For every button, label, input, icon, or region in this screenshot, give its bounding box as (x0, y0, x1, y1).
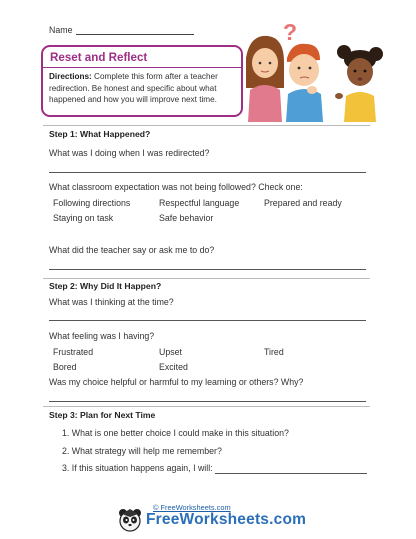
footer-brand-free: Free (146, 511, 180, 528)
answer-line-thinking[interactable] (49, 320, 366, 321)
feeling-upset[interactable]: Upset (159, 347, 182, 357)
feeling-frustrated[interactable]: Frustrated (53, 347, 94, 357)
name-field[interactable] (76, 34, 194, 35)
step2-question-thinking: What was I thinking at the time? (49, 297, 174, 307)
option-prepared-and-ready[interactable]: Prepared and ready (264, 198, 342, 208)
step2-question-feeling: What feeling was I having? (49, 331, 155, 341)
step1-heading: Step 1: What Happened? (49, 129, 151, 139)
footer-url[interactable]: © FreeWorksheets.com (153, 503, 231, 512)
answer-line-will[interactable] (215, 473, 367, 474)
step2-heading: Step 2: Why Did It Happen? (49, 281, 162, 291)
feeling-bored[interactable]: Bored (53, 362, 77, 372)
feeling-tired[interactable]: Tired (264, 347, 284, 357)
feeling-excited[interactable]: Excited (159, 362, 188, 372)
directions-label: Directions: (49, 72, 92, 81)
svg-text:?: ? (283, 19, 298, 45)
section-divider (43, 406, 370, 407)
step1-question-doing: What was I doing when I was redirected? (49, 148, 210, 158)
plan-item-strategy: 2. What strategy will help me remember? (62, 446, 222, 456)
title-divider (43, 67, 241, 68)
answer-line-teacher[interactable] (49, 269, 366, 270)
footer-brand (146, 511, 306, 529)
step1-question-expectation: What classroom expectation was not being followed? Check one: (49, 182, 303, 192)
footer-brand-rest: Worksheets.com (179, 511, 307, 528)
answer-line-choice[interactable] (49, 401, 366, 402)
option-safe-behavior[interactable]: Safe behavior (159, 213, 214, 223)
option-following-directions[interactable]: Following directions (53, 198, 131, 208)
step3-heading: Step 3: Plan for Next Time (49, 410, 156, 420)
name-label: Name (49, 25, 73, 35)
plan-item-better-choice: 1. What is one better choice I could make in this situation? (62, 428, 289, 438)
option-staying-on-task[interactable]: Staying on task (53, 213, 114, 223)
step1-question-teacher: What did the teacher say or ask me to do? (49, 245, 215, 255)
step2-question-choice: Was my choice helpful or harmful to my learning or others? Why? (49, 377, 304, 387)
panda-logo-icon (118, 508, 142, 532)
option-respectful-language[interactable]: Respectful language (159, 198, 240, 208)
page-title: Reset and Reflect (50, 51, 148, 64)
plan-item-will: 3. If this situation happens again, I will: (62, 463, 213, 473)
answer-line-doing[interactable] (49, 172, 366, 173)
section-divider (43, 278, 370, 279)
directions-body: Complete this form after a teacher redirection. Be honest and specific about what happened and how you will improve next time. (49, 72, 218, 105)
directions-text (49, 71, 239, 106)
section-divider (43, 125, 370, 126)
kids-illustration (244, 18, 386, 122)
